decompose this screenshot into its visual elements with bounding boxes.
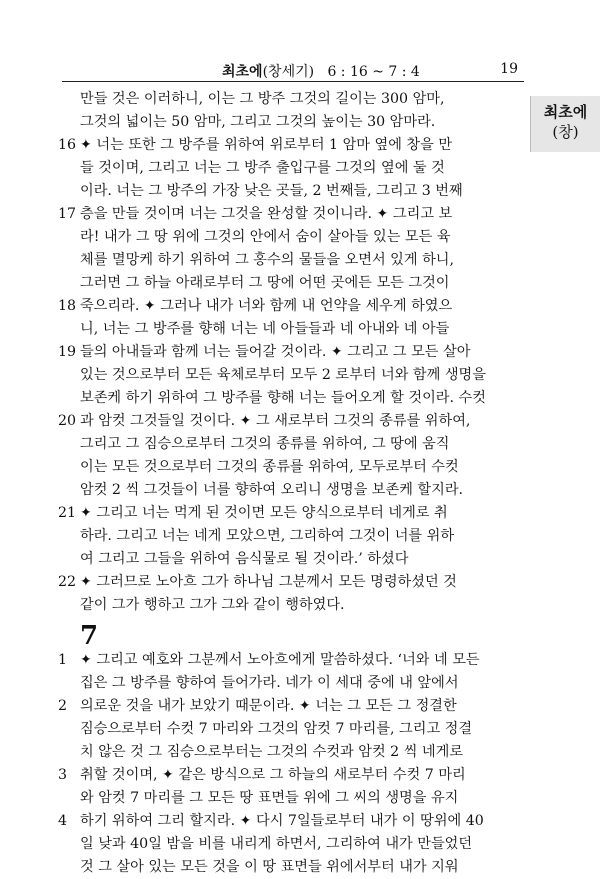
verse-number: 1 [58, 652, 68, 668]
text-line [58, 787, 526, 810]
text-line [58, 456, 526, 479]
verse-number: 22 [58, 574, 77, 590]
text-line [58, 180, 526, 203]
text-line [58, 157, 526, 180]
line-text: ✦ 그리고 예호와 그분께서 노아흐에게 말씀하셨다. ‘너와 네 모든 [80, 652, 480, 668]
text-line [58, 479, 526, 502]
text-line [58, 272, 526, 295]
text-line [58, 341, 526, 364]
line-text: 짐승으로부터 수컷 7 마리와 그것의 암컷 7 마리를, 그리고 정결 [80, 721, 473, 737]
verse-number: 21 [58, 505, 77, 521]
text-line [58, 649, 526, 672]
text-line [58, 387, 526, 410]
verse-number: 4 [58, 813, 68, 829]
text-line [58, 295, 526, 318]
running-header [62, 59, 524, 82]
text-line [58, 111, 526, 134]
verse-number: 3 [58, 767, 68, 783]
line-text: 라! 내가 그 땅 위에 그것의 안에서 숨이 살아들 있는 모든 육 [80, 229, 451, 245]
verse-number: 17 [58, 206, 77, 222]
line-text: 보존케 하기 위하여 그 방주를 향해 너는 들어오게 할 것이라. 수컷 [80, 390, 486, 406]
text-line [58, 502, 526, 525]
line-text: 과 암컷 그것들일 것이다. ✦ 그 새로부터 그것의 종류를 위하여, [80, 413, 471, 429]
line-text: 이라. 너는 그 방주의 가장 낮은 곳들, 2 번째들, 그리고 3 번째 [80, 183, 463, 199]
text-line [58, 833, 526, 856]
line-text: 집은 그 방주를 향하여 들어가라. 네가 이 세대 중에 내 앞에서 [80, 675, 459, 691]
line-text: 취할 것이며, ✦ 같은 방식으로 그 하늘의 새로부터 수컷 7 마리 [80, 767, 466, 783]
header-reference: 6 : 16 ~ 7 : 4 [327, 64, 420, 80]
text-line [58, 764, 526, 787]
text-line [58, 525, 526, 548]
scripture-text [58, 88, 526, 879]
line-text: 와 암컷 7 마리를 그 모든 땅 표면들 위에 그 씨의 생명을 유지 [80, 790, 459, 806]
line-text: 이는 모든 것으로부터 그것의 종류를 위하여, 모두로부터 수컷 [80, 459, 459, 475]
verse-number: 16 [58, 137, 77, 153]
text-line [58, 594, 526, 617]
line-text: 것 그 살아 있는 모든 것을 이 땅 표면들 위에서부터 내가 지워 [80, 859, 459, 875]
thumb-tab-book: 최초에 [543, 103, 588, 121]
line-text: 체를 멸망케 하기 위하여 그 홍수의 물들을 오면서 있게 하니, [80, 252, 455, 268]
text-line [58, 249, 526, 272]
line-text: 그러면 그 하늘 아래로부터 그 땅에 어떤 곳에든 모든 그것이 [80, 275, 450, 291]
line-text: 니, 너는 그 방주를 향해 너는 네 아들들과 네 아내와 네 아들 [80, 321, 450, 337]
text-line [58, 741, 526, 764]
thumb-tab-sub: (창) [552, 123, 579, 141]
line-text: 들의 아내들과 함께 너는 들어갈 것이라. ✦ 그리고 그 모든 살아 [80, 344, 471, 360]
text-line [58, 318, 526, 341]
header-title [222, 61, 420, 81]
line-text: 만들 것은 이러하니, 이는 그 방주 그것의 길이는 300 암마, [80, 91, 445, 107]
line-text: ✦ 그리고 너는 먹게 된 것이면 모든 양식으로부터 네게로 취 [80, 505, 448, 521]
line-text: 의로운 것을 내가 보았기 때문이라. ✦ 너는 그 모든 그 정결한 [80, 698, 457, 714]
line-text: 일 낮과 40일 밤을 비를 내리게 하면서, 그리하여 내가 만들었던 [80, 836, 473, 852]
chapter-heading: 7 [80, 621, 99, 651]
text-line [58, 856, 526, 879]
line-text: 여 그리고 그들을 위하여 음식물로 될 것이라.’ 하셨다 [80, 551, 409, 567]
verse-number: 20 [58, 413, 77, 429]
chapter-6-text [58, 88, 526, 617]
text-line [58, 410, 526, 433]
header-book-sub: (창세기) [262, 64, 315, 80]
line-text: 층을 만들 것이며 너는 그것을 완성할 것이니라. ✦ 그리고 보 [80, 206, 453, 222]
text-line [58, 203, 526, 226]
text-line [58, 571, 526, 594]
verse-number: 2 [58, 698, 68, 714]
line-text: 하라. 그리고 너는 네게 모았으면, 그리하여 그것이 너를 위하 [80, 528, 455, 544]
book-thumb-tab [530, 96, 600, 152]
text-line [58, 810, 526, 833]
line-text: 암컷 2 씩 그것들이 너를 향하여 오리니 생명을 보존케 할지라. [80, 482, 464, 498]
line-text: 그것의 넓이는 50 암마, 그리고 그것의 높이는 30 암마라. [80, 114, 436, 130]
verse-number: 18 [58, 298, 77, 314]
line-text: ✦ 그러므로 노아흐 그가 하나님 그분께서 모든 명령하셨던 것 [80, 574, 457, 590]
text-line [58, 433, 526, 456]
chapter-7-text [58, 649, 526, 879]
line-text: 그리고 그 짐승으로부터 그것의 종류를 위하여, 그 땅에 움직 [80, 436, 450, 452]
line-text: 들 것이며, 그리고 너는 그 방주 출입구를 그것의 옆에 둘 것 [80, 160, 445, 176]
line-text: 치 않은 것 그 짐승으로부터는 그것의 수컷과 암컷 2 씩 네게로 [80, 744, 464, 760]
text-line [58, 134, 526, 157]
text-line [58, 672, 526, 695]
line-text: 죽으리라. ✦ 그러나 내가 너와 함께 내 언약을 세우게 하였으 [80, 298, 453, 314]
line-text: 하기 위하여 그리 할지라. ✦ 다시 7일들로부터 내가 이 땅위에 40 [80, 813, 484, 829]
line-text: ✦ 너는 또한 그 방주를 위하여 위로부터 1 암마 옆에 창을 만 [80, 137, 453, 153]
line-text: 있는 것으로부터 모든 육체로부터 모두 2 로부터 너와 함께 생명을 [80, 367, 486, 383]
header-book: 최초에 [222, 64, 263, 80]
line-text: 같이 그가 행하고 그가 그와 같이 행하였다. [80, 597, 345, 613]
text-line [58, 226, 526, 249]
verse-number: 19 [58, 344, 77, 360]
text-line [58, 364, 526, 387]
text-line [58, 548, 526, 571]
text-line [58, 718, 526, 741]
text-line [58, 695, 526, 718]
page-number: 19 [500, 61, 518, 77]
text-line [58, 88, 526, 111]
